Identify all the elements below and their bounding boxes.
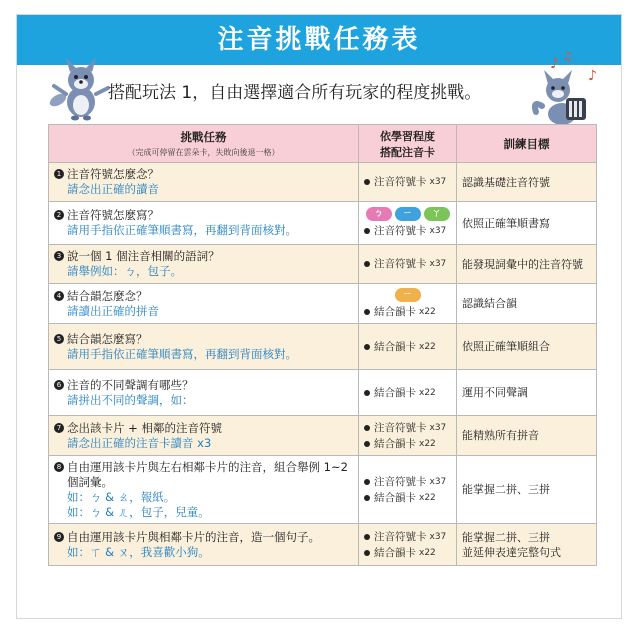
bullet-icon <box>364 228 370 234</box>
card-entry <box>364 385 451 401</box>
goal-cell: 依照正確筆順書寫 <box>457 202 597 245</box>
task-instruction: 請舉例如：ㄅ，包子。 <box>67 264 182 278</box>
task-cell <box>49 370 359 416</box>
task-text: 自由運用該卡片與相鄰卡片的注音，造一個句子。 <box>67 529 320 544</box>
cloud-card-icon: ㄚ <box>424 207 450 221</box>
task-instruction: 請念出正確的讀音 <box>67 182 159 196</box>
task-text: 自由運用該卡片與左右相鄰卡片的注音，組合舉例 1~2 個詞彙。 <box>67 459 348 489</box>
table-header-row <box>49 125 597 163</box>
bullet-icon <box>364 390 370 396</box>
task-number-badge: 2 <box>54 210 64 220</box>
task-cell <box>49 163 359 202</box>
task-cell <box>49 416 359 456</box>
task-line <box>54 421 353 436</box>
task-text: 說一個 1 個注音相關的語詞？ <box>67 249 220 263</box>
accordion-wolf-mascot <box>522 50 612 126</box>
task-line <box>54 530 353 545</box>
card-count: x22 <box>419 341 436 352</box>
card-entry <box>364 529 451 545</box>
cloud-card-icon: ㄧ <box>395 207 421 221</box>
task-instruction: 請讀出正確的拼音 <box>67 303 159 318</box>
card-entry <box>364 436 451 452</box>
card-count: x22 <box>419 387 436 398</box>
card-count: x37 <box>429 226 447 236</box>
card-name: 注音符號卡 <box>374 225 427 237</box>
bullet-icon <box>364 425 370 431</box>
task-text: 結合韻怎麼寫？ <box>67 331 148 346</box>
table-row <box>49 370 597 416</box>
table-row <box>49 163 597 202</box>
card-entry <box>364 420 451 436</box>
challenge-table <box>48 124 597 566</box>
card-count: x22 <box>419 492 436 503</box>
task-instruction: 請用手指依正確筆順書寫，再翻到背面核對。 <box>67 223 297 237</box>
table-row <box>49 456 597 524</box>
task-instruction: 請用手指依正確筆順書寫，再翻到背面核對。 <box>67 346 297 361</box>
card-cell <box>359 245 457 284</box>
svg-text:♫: ♫ <box>562 50 573 63</box>
card-cell <box>359 416 457 456</box>
card-entry <box>364 474 451 490</box>
task-cell <box>49 324 359 370</box>
task-cell <box>49 456 359 524</box>
card-count: x22 <box>419 306 436 317</box>
task-text: 注音的不同聲調有哪些？ <box>67 377 194 392</box>
goal-cell: 能精熟所有拼音 <box>457 416 597 456</box>
card-name: 注音符號卡 <box>374 421 427 434</box>
task-cell <box>49 284 359 324</box>
card-cell <box>359 456 457 524</box>
card-name: 結合韻卡 <box>374 340 416 353</box>
task-text: 注音符號怎麼念？ <box>67 167 159 181</box>
task-number-badge: 3 <box>54 251 64 261</box>
card-count: x37 <box>429 177 447 187</box>
bullet-icon <box>364 309 370 315</box>
card-name: 注音符號卡 <box>374 475 427 488</box>
svg-text:♪: ♪ <box>588 68 597 84</box>
card-entry <box>364 223 451 239</box>
card-count: x37 <box>429 259 447 269</box>
wolf-mascot-left <box>46 52 116 122</box>
table-row <box>49 284 597 324</box>
task-text: 結合韻怎麼念？ <box>67 288 148 303</box>
task-instruction: 如：ㄒ & ㄡ，我喜歡小狗。 <box>67 544 210 559</box>
card-count: x37 <box>429 422 447 433</box>
task-number-badge: 5 <box>54 334 64 344</box>
task-line <box>54 208 353 223</box>
goal-cell: 認識基礎注音符號 <box>457 163 597 202</box>
goal-cell: 能掌握二拼、三拼 並延伸表達完整句式 <box>457 524 597 566</box>
card-cell <box>359 370 457 416</box>
card-entry <box>364 490 451 506</box>
bullet-icon <box>364 495 370 501</box>
task-number-badge: 6 <box>54 380 64 390</box>
card-cell <box>359 324 457 370</box>
goal-cell: 能發現詞彙中的注音符號 <box>457 245 597 284</box>
task-cell <box>49 245 359 284</box>
task-line <box>54 332 353 347</box>
bullet-icon <box>364 261 370 267</box>
header-task-label: 挑戰任務 <box>180 130 227 144</box>
table-row <box>49 245 597 284</box>
svg-text:♪: ♪ <box>550 56 559 72</box>
task-number-badge: 4 <box>54 291 64 301</box>
bullet-icon <box>364 479 370 485</box>
task-instruction: 請拼出不同的聲調，如： <box>67 392 194 407</box>
task-line <box>54 249 353 264</box>
goal-cell: 運用不同聲調 <box>457 370 597 416</box>
card-name: 結合韻卡 <box>374 305 416 318</box>
table-row <box>49 324 597 370</box>
card-name: 結合韻卡 <box>374 386 416 399</box>
card-entry <box>364 304 451 320</box>
bullet-icon <box>364 441 370 447</box>
card-count: x37 <box>429 531 447 542</box>
task-text: 注音符號怎麼寫？ <box>67 208 159 222</box>
task-number-badge: 7 <box>54 423 64 433</box>
card-name: 結合韻卡 <box>374 437 416 450</box>
card-cell <box>359 202 457 245</box>
card-name: 結合韻卡 <box>374 546 416 559</box>
header-cards: 依學習程度 搭配注音卡 <box>359 125 457 163</box>
bullet-icon <box>364 344 370 350</box>
task-number-badge: 9 <box>54 532 64 542</box>
goal-cell: 依照正確筆順組合 <box>457 324 597 370</box>
card-entry <box>364 256 451 272</box>
card-entry <box>364 174 451 190</box>
header-task-note: （完成可停留在雲朵卡，失敗向後退一格） <box>127 148 280 157</box>
task-line <box>54 460 353 490</box>
task-line <box>54 167 353 182</box>
header-task <box>49 125 359 163</box>
table-row <box>49 524 597 566</box>
card-cell <box>359 524 457 566</box>
card-count: x22 <box>419 547 436 558</box>
card-count: x22 <box>419 438 436 449</box>
task-line <box>54 378 353 393</box>
page-subtitle: 搭配玩法 1，自由選擇適合所有玩家的程度挑戰。 <box>108 83 482 103</box>
goal-cell: 能掌握二拼、三拼 <box>457 456 597 524</box>
card-name: 結合韻卡 <box>374 491 416 504</box>
task-instruction: 請念出正確的注音卡讀音 x3 <box>67 435 212 450</box>
bullet-icon <box>364 179 370 185</box>
task-line <box>54 289 353 304</box>
card-name: 注音符號卡 <box>374 176 427 188</box>
card-name: 注音符號卡 <box>374 258 427 270</box>
task-text: 念出該卡片 + 相鄰的注音符號 <box>67 420 222 435</box>
cloud-card-icon: ㄅ <box>366 207 392 221</box>
card-count: x37 <box>429 476 447 487</box>
cloud-card-icons <box>364 288 451 302</box>
card-name: 注音符號卡 <box>374 530 427 543</box>
cloud-card-icons <box>364 207 451 221</box>
card-entry <box>364 545 451 561</box>
bullet-icon <box>364 550 370 556</box>
table-row <box>49 416 597 456</box>
card-cell <box>359 163 457 202</box>
table-row <box>49 202 597 245</box>
cloud-card-icon: ㄧ <box>395 288 421 302</box>
card-entry <box>364 339 451 355</box>
task-instruction: 如：ㄅ & ㄦ，包子，兒童。 <box>67 504 210 519</box>
task-cell <box>49 524 359 566</box>
task-instruction: 如：ㄅ & ㄠ，報紙。 <box>67 489 176 504</box>
task-number-badge: 1 <box>54 169 64 179</box>
task-cell <box>49 202 359 245</box>
header-goal: 訓練目標 <box>457 125 597 163</box>
card-cell <box>359 284 457 324</box>
goal-cell: 認識結合韻 <box>457 284 597 324</box>
bullet-icon <box>364 534 370 540</box>
page-title: 注音挑戰任務表 <box>17 15 621 65</box>
task-number-badge: 8 <box>54 462 64 472</box>
